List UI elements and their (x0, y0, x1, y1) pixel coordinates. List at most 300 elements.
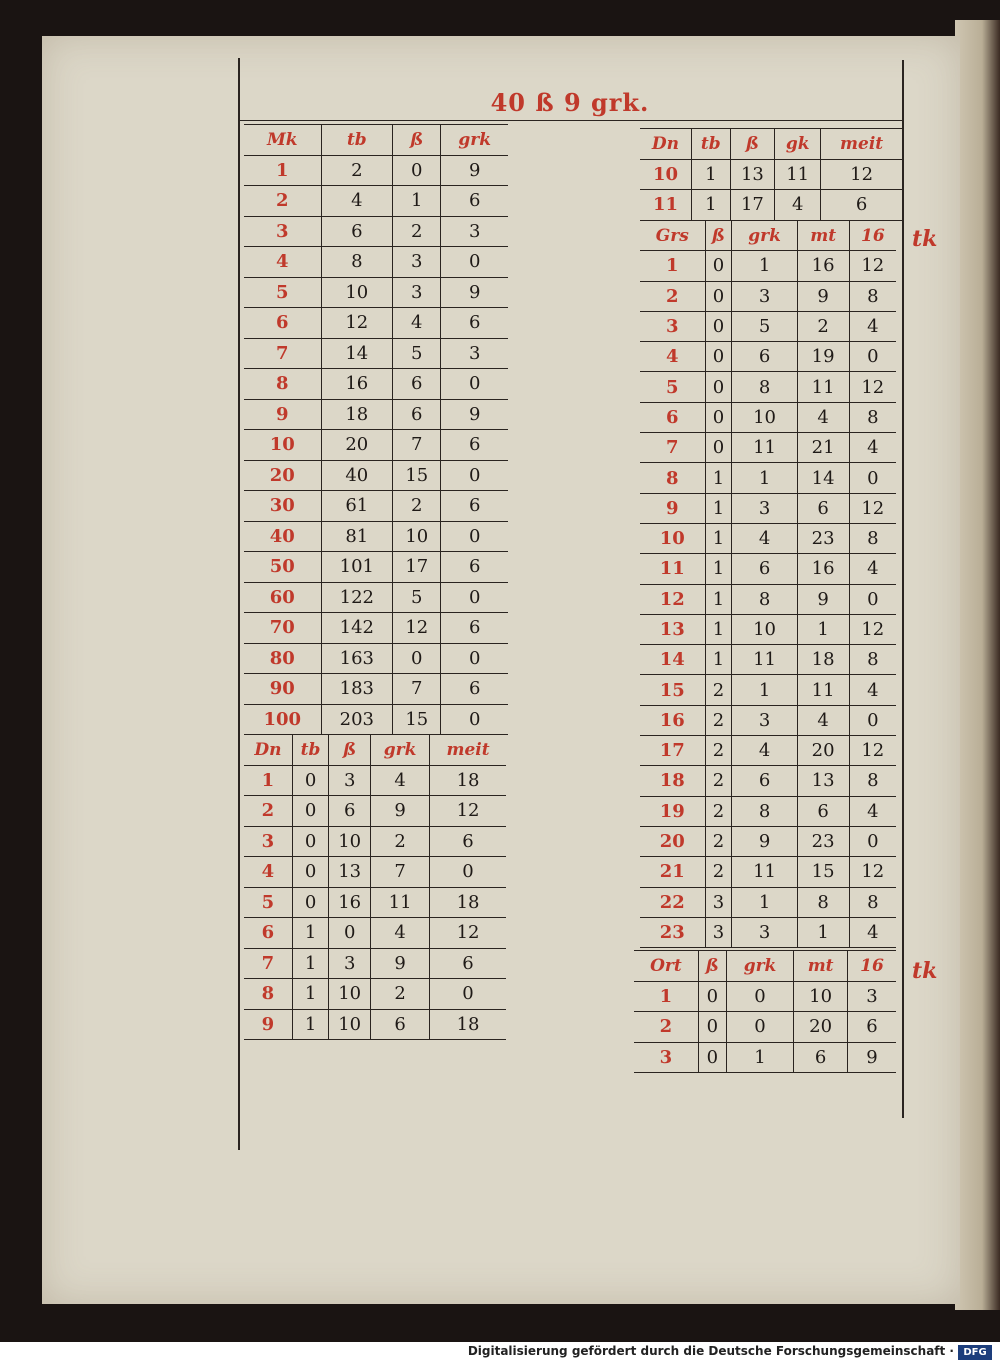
table-row (640, 796, 896, 826)
table-cell: 0 (441, 460, 508, 491)
table-cell: 0 (441, 369, 508, 400)
column-header: mt (794, 951, 848, 982)
table-cell: 3 (732, 917, 797, 947)
column-header: ß (698, 951, 726, 982)
left-margin-rule (238, 58, 240, 1150)
table-cell: 3 (329, 765, 371, 796)
table-header-row (640, 129, 902, 160)
table-cell: 0 (705, 372, 732, 402)
column-header: meit (821, 129, 902, 160)
table-cell: 3 (441, 338, 508, 369)
table-row (640, 887, 896, 917)
table-cell: 5 (393, 338, 441, 369)
table-header-row (244, 125, 508, 156)
table-cell: 0 (726, 1012, 793, 1043)
row-label: 11 (640, 554, 705, 584)
row-label: 6 (640, 402, 705, 432)
table-cell: 6 (441, 430, 508, 461)
table-cell: 1 (691, 159, 730, 190)
table-cell: 17 (393, 552, 441, 583)
table-cell: 14 (797, 463, 849, 493)
table-row (244, 186, 508, 217)
table-row (640, 251, 896, 281)
table-cell: 4 (849, 796, 896, 826)
row-label: 4 (244, 247, 321, 278)
table-cell: 8 (849, 402, 896, 432)
table-cell: 61 (321, 491, 393, 522)
table-cell: 1 (705, 645, 732, 675)
table-cell: 1 (797, 917, 849, 947)
table-cell: 13 (329, 857, 371, 888)
row-label: 1 (244, 155, 321, 186)
column-header: Dn (244, 735, 292, 766)
table-cell: 11 (775, 159, 821, 190)
table-cell: 11 (797, 372, 849, 402)
table-cell: 183 (321, 674, 393, 705)
table-cell: 0 (393, 155, 441, 186)
table-cell: 16 (797, 554, 849, 584)
table-row (244, 857, 506, 888)
table-row (640, 645, 896, 675)
row-label: 23 (640, 917, 705, 947)
column-header: grk (732, 221, 797, 251)
table-cell: 2 (705, 796, 732, 826)
row-label: 8 (640, 463, 705, 493)
table-cell: 0 (430, 979, 506, 1010)
table-cell: 7 (393, 674, 441, 705)
table-cell: 3 (732, 493, 797, 523)
table-cell: 8 (732, 796, 797, 826)
table-row (244, 826, 506, 857)
row-label: 3 (244, 826, 292, 857)
column-header: ß (705, 221, 732, 251)
table-header-row (634, 951, 896, 982)
table-cell: 4 (732, 523, 797, 553)
table-cell: 10 (329, 826, 371, 857)
table-cell: 3 (393, 247, 441, 278)
column-header: grk (371, 735, 430, 766)
table-cell: 5 (393, 582, 441, 613)
row-label: 2 (244, 796, 292, 827)
table-cell: 0 (849, 584, 896, 614)
table-cell: 2 (797, 311, 849, 341)
table-row (640, 311, 896, 341)
row-label: 18 (640, 766, 705, 796)
row-label: 1 (634, 981, 698, 1012)
table-cell: 15 (797, 857, 849, 887)
row-label: 2 (244, 186, 321, 217)
table-cell: 12 (430, 796, 506, 827)
table-cell: 0 (849, 342, 896, 372)
table-cell: 12 (393, 613, 441, 644)
table-cell: 40 (321, 460, 393, 491)
table-row (640, 493, 896, 523)
row-label: 19 (640, 796, 705, 826)
table-row (640, 736, 896, 766)
table-cell: 6 (329, 796, 371, 827)
table-cell: 13 (797, 766, 849, 796)
table-cell: 0 (698, 1042, 726, 1073)
table-cell: 6 (430, 948, 506, 979)
table-cell: 3 (705, 887, 732, 917)
table-row (244, 643, 508, 674)
table-cell: 9 (441, 277, 508, 308)
table-cell: 1 (292, 948, 328, 979)
table-header-row (640, 221, 896, 251)
footer-bar (0, 1342, 1000, 1364)
table-row (244, 948, 506, 979)
table-cell: 18 (430, 765, 506, 796)
table-cell: 8 (732, 372, 797, 402)
table-cell: 3 (329, 948, 371, 979)
table-cell: 1 (705, 463, 732, 493)
table-cell: 0 (441, 247, 508, 278)
table-cell: 2 (371, 826, 430, 857)
table-cell: 9 (371, 796, 430, 827)
table-cell: 13 (730, 159, 775, 190)
table-cell: 1 (691, 190, 730, 221)
row-label: 9 (244, 399, 321, 430)
column-header: tb (292, 735, 328, 766)
table-cell: 8 (849, 281, 896, 311)
table-row (244, 704, 508, 735)
table-row (244, 460, 508, 491)
table-cell: 2 (705, 736, 732, 766)
row-label: 7 (244, 948, 292, 979)
table-cell: 9 (371, 948, 430, 979)
row-label: 8 (244, 979, 292, 1010)
row-label: 3 (244, 216, 321, 247)
row-label: 11 (640, 190, 691, 221)
table-cell: 4 (371, 765, 430, 796)
table-row (640, 705, 896, 735)
groschen-conversion-table (640, 220, 896, 948)
table-cell: 23 (797, 523, 849, 553)
table-cell: 2 (393, 216, 441, 247)
row-label: 30 (244, 491, 321, 522)
table-cell: 1 (732, 887, 797, 917)
table-cell: 4 (849, 554, 896, 584)
table-cell: 17 (730, 190, 775, 221)
column-header: meit (430, 735, 506, 766)
table-cell: 7 (393, 430, 441, 461)
row-label: 5 (244, 277, 321, 308)
row-label: 12 (640, 584, 705, 614)
column-header: 16 (848, 951, 896, 982)
table-cell: 12 (849, 614, 896, 644)
table-cell: 4 (849, 311, 896, 341)
table-row (640, 159, 902, 190)
table-cell: 2 (371, 979, 430, 1010)
margin-note-ort: tk (912, 958, 938, 984)
table-cell: 4 (849, 433, 896, 463)
dfg-logo: DFG (958, 1345, 992, 1360)
table-row (244, 1009, 506, 1040)
table-cell: 6 (441, 613, 508, 644)
table-cell: 7 (371, 857, 430, 888)
table-cell: 10 (794, 981, 848, 1012)
table-cell: 4 (797, 705, 849, 735)
table-row (244, 369, 508, 400)
table-cell: 9 (797, 584, 849, 614)
row-label: 1 (244, 765, 292, 796)
row-label: 1 (640, 251, 705, 281)
table-cell: 1 (705, 554, 732, 584)
table-cell: 0 (705, 281, 732, 311)
table-cell: 142 (321, 613, 393, 644)
row-label: 80 (244, 643, 321, 674)
table-cell: 4 (371, 918, 430, 949)
table-cell: 0 (441, 704, 508, 735)
row-label: 7 (244, 338, 321, 369)
row-label: 17 (640, 736, 705, 766)
table-cell: 15 (393, 704, 441, 735)
row-label: 22 (640, 887, 705, 917)
table-cell: 122 (321, 582, 393, 613)
row-label: 8 (244, 369, 321, 400)
table-cell: 12 (849, 372, 896, 402)
row-label: 60 (244, 582, 321, 613)
table-cell: 4 (849, 917, 896, 947)
table-cell: 12 (849, 251, 896, 281)
row-label: 2 (634, 1012, 698, 1043)
table-cell: 1 (732, 463, 797, 493)
table-row (640, 523, 896, 553)
table-row (244, 216, 508, 247)
table-cell: 4 (775, 190, 821, 221)
row-label: 16 (640, 705, 705, 735)
table-cell: 4 (797, 402, 849, 432)
table-cell: 16 (797, 251, 849, 281)
table-row (244, 613, 508, 644)
table-cell: 1 (705, 523, 732, 553)
table-cell: 6 (371, 1009, 430, 1040)
table-row (244, 765, 506, 796)
table-row (244, 308, 508, 339)
table-row (640, 281, 896, 311)
table-header-row (244, 735, 506, 766)
table-cell: 6 (794, 1042, 848, 1073)
table-cell: 11 (371, 887, 430, 918)
table-cell: 6 (441, 186, 508, 217)
column-header: ß (393, 125, 441, 156)
table-cell: 1 (705, 584, 732, 614)
table-cell: 12 (430, 918, 506, 949)
table-cell: 4 (321, 186, 393, 217)
row-label: 40 (244, 521, 321, 552)
table-cell: 18 (797, 645, 849, 675)
table-row (640, 342, 896, 372)
table-cell: 0 (726, 981, 793, 1012)
row-label: 90 (244, 674, 321, 705)
table-cell: 6 (732, 766, 797, 796)
table-row (640, 857, 896, 887)
table-cell: 16 (321, 369, 393, 400)
column-header: tb (691, 129, 730, 160)
table-cell: 1 (705, 614, 732, 644)
footer-credit: Digitalisierung gefördert durch die Deutsche Forschungsgemeinschaft · (467, 1344, 954, 1358)
table-cell: 12 (821, 159, 902, 190)
row-label: 4 (244, 857, 292, 888)
table-cell: 6 (848, 1012, 896, 1043)
table-cell: 1 (705, 493, 732, 523)
table-cell: 4 (732, 736, 797, 766)
table-row (634, 1012, 896, 1043)
table-cell: 6 (732, 554, 797, 584)
table-cell: 3 (705, 917, 732, 947)
table-cell: 9 (441, 399, 508, 430)
table-cell: 10 (732, 614, 797, 644)
table-cell: 203 (321, 704, 393, 735)
table-cell: 12 (321, 308, 393, 339)
table-cell: 1 (292, 1009, 328, 1040)
table-cell: 4 (849, 675, 896, 705)
table-row (244, 399, 508, 430)
table-row (640, 190, 902, 221)
table-row (244, 918, 506, 949)
table-cell: 6 (821, 190, 902, 221)
row-label: 4 (640, 342, 705, 372)
row-label: 6 (244, 308, 321, 339)
table-cell: 12 (849, 736, 896, 766)
table-cell: 1 (292, 918, 328, 949)
table-cell: 11 (732, 433, 797, 463)
row-label: 9 (640, 493, 705, 523)
table-cell: 8 (797, 887, 849, 917)
table-cell: 23 (797, 826, 849, 856)
table-cell: 2 (705, 826, 732, 856)
table-cell: 16 (329, 887, 371, 918)
table-cell: 2 (393, 491, 441, 522)
table-cell: 0 (292, 887, 328, 918)
table-cell: 6 (797, 796, 849, 826)
table-row (244, 796, 506, 827)
table-cell: 3 (848, 981, 896, 1012)
column-header: 16 (849, 221, 896, 251)
table-cell: 6 (321, 216, 393, 247)
denarius-continued-table (640, 128, 902, 221)
row-label: 14 (640, 645, 705, 675)
table-cell: 0 (698, 1012, 726, 1043)
row-label: 3 (634, 1042, 698, 1073)
table-cell: 6 (441, 552, 508, 583)
table-row (640, 675, 896, 705)
table-cell: 8 (732, 584, 797, 614)
table-cell: 11 (797, 675, 849, 705)
row-label: 9 (244, 1009, 292, 1040)
table-cell: 18 (430, 1009, 506, 1040)
table-cell: 20 (797, 736, 849, 766)
right-margin-rule (902, 60, 904, 1118)
table-cell: 10 (329, 1009, 371, 1040)
table-cell: 81 (321, 521, 393, 552)
table-cell: 9 (848, 1042, 896, 1073)
table-row (640, 917, 896, 947)
table-cell: 6 (732, 342, 797, 372)
table-row (640, 614, 896, 644)
table-cell: 20 (321, 430, 393, 461)
table-cell: 0 (849, 705, 896, 735)
table-row (244, 338, 508, 369)
column-header: ß (730, 129, 775, 160)
row-label: 7 (640, 433, 705, 463)
row-label: 5 (640, 372, 705, 402)
table-cell: 3 (732, 705, 797, 735)
table-row (244, 979, 506, 1010)
table-cell: 0 (292, 857, 328, 888)
table-cell: 0 (705, 402, 732, 432)
table-cell: 1 (393, 186, 441, 217)
row-label: 10 (640, 159, 691, 190)
table-cell: 8 (321, 247, 393, 278)
table-cell: 6 (441, 491, 508, 522)
table-cell: 14 (321, 338, 393, 369)
table-cell: 10 (732, 402, 797, 432)
table-cell: 0 (292, 826, 328, 857)
table-cell: 0 (705, 433, 732, 463)
table-cell: 9 (441, 155, 508, 186)
table-cell: 11 (732, 857, 797, 887)
row-label: 20 (640, 826, 705, 856)
table-row (244, 674, 508, 705)
table-cell: 1 (732, 251, 797, 281)
column-header: grk (726, 951, 793, 982)
table-cell: 21 (797, 433, 849, 463)
table-cell: 2 (705, 675, 732, 705)
table-cell: 1 (797, 614, 849, 644)
column-header: gk (775, 129, 821, 160)
table-cell: 10 (329, 979, 371, 1010)
table-cell: 12 (849, 857, 896, 887)
table-row (244, 491, 508, 522)
table-cell: 11 (732, 645, 797, 675)
table-row (244, 155, 508, 186)
table-cell: 9 (732, 826, 797, 856)
table-cell: 18 (321, 399, 393, 430)
row-label: 10 (640, 523, 705, 553)
column-header: Mk (244, 125, 321, 156)
table-row (640, 766, 896, 796)
row-label: 50 (244, 552, 321, 583)
table-cell: 0 (430, 857, 506, 888)
table-cell: 9 (797, 281, 849, 311)
table-cell: 0 (849, 463, 896, 493)
table-cell: 0 (441, 521, 508, 552)
row-label: 15 (640, 675, 705, 705)
table-cell: 6 (441, 674, 508, 705)
table-cell: 6 (797, 493, 849, 523)
table-row (640, 463, 896, 493)
table-row (244, 521, 508, 552)
table-cell: 5 (732, 311, 797, 341)
table-cell: 10 (321, 277, 393, 308)
table-cell: 0 (849, 826, 896, 856)
table-cell: 101 (321, 552, 393, 583)
table-cell: 18 (430, 887, 506, 918)
table-cell: 3 (393, 277, 441, 308)
column-header: tb (321, 125, 393, 156)
table-cell: 8 (849, 645, 896, 675)
table-cell: 2 (705, 705, 732, 735)
table-row (244, 582, 508, 613)
ort-conversion-table (634, 950, 896, 1073)
table-row (244, 887, 506, 918)
row-label: 2 (640, 281, 705, 311)
table-cell: 8 (849, 887, 896, 917)
row-label: 100 (244, 704, 321, 735)
table-cell: 8 (849, 523, 896, 553)
table-cell: 2 (705, 766, 732, 796)
